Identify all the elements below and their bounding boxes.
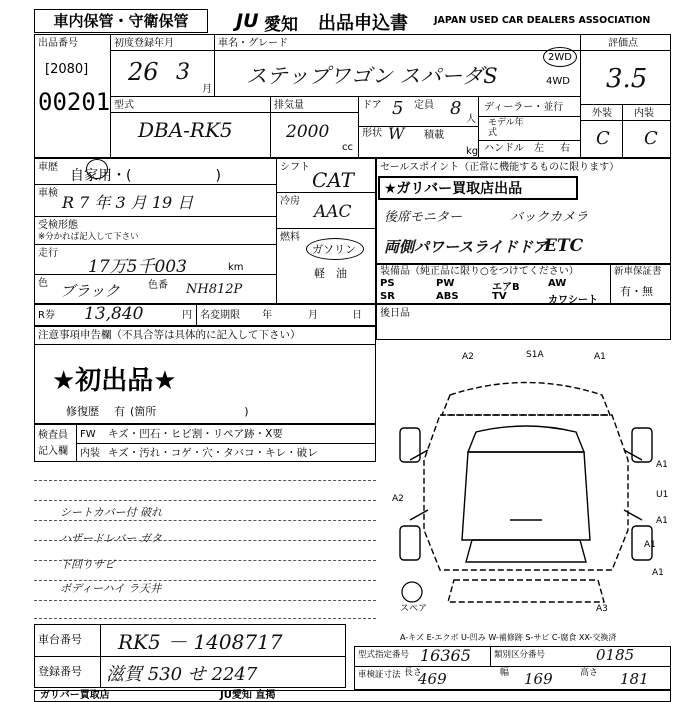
mark-front-center: S1A bbox=[526, 350, 544, 360]
footer-shop: ガリバー買取店 bbox=[40, 690, 110, 701]
name-change-label: 名変期限 bbox=[200, 310, 240, 321]
lot-number: 00201 bbox=[38, 88, 111, 116]
first-listing: ★初出品★ bbox=[52, 366, 177, 396]
selling-point-1: 後席モニター bbox=[384, 210, 463, 225]
mileage-label: 走行 bbox=[38, 248, 58, 259]
door-value: 5 bbox=[392, 98, 404, 119]
damage-diagram bbox=[380, 340, 672, 632]
remark-1: シートカバー付 破れ bbox=[60, 506, 163, 519]
interior-items: キズ・汚れ・コゲ・穴・タバコ・キレ・破レ bbox=[108, 447, 318, 459]
type-cert-label: 型式指定番号 bbox=[358, 650, 410, 660]
form-title: 出品申込書 bbox=[318, 13, 408, 34]
equipment-item: SR bbox=[380, 291, 395, 302]
inspector-label-2: 記入欄 bbox=[38, 446, 68, 457]
name-change-day: 日 bbox=[352, 310, 362, 321]
lot-bracket: [2080] bbox=[45, 62, 89, 77]
model-label: 車名・グレード bbox=[218, 38, 288, 49]
handle-label: ハンドル bbox=[484, 143, 524, 154]
registration-year: 26 bbox=[128, 58, 159, 86]
remark-2: ハザードレバー ガタ bbox=[60, 532, 162, 545]
equipment-item: カワシート bbox=[548, 295, 598, 306]
equipment-item: ABS bbox=[436, 291, 459, 302]
history-circle-mark bbox=[86, 159, 108, 179]
exterior-label: 外装 bbox=[592, 108, 612, 119]
registration-month: 3 bbox=[176, 60, 190, 85]
history-label: 車歴 bbox=[38, 162, 58, 173]
fuel-gas: ガソリン bbox=[312, 243, 356, 256]
remark-4: ボディーハイ ラ天井 bbox=[60, 582, 162, 595]
handle-right: 右 bbox=[560, 143, 570, 154]
spare-label: スペア bbox=[400, 604, 428, 614]
gulliver-stamp: ★ガリバー買取店出品 bbox=[378, 176, 578, 200]
storage-stamp: 車内保管・守衛保管 bbox=[34, 9, 208, 33]
exterior-grade: C bbox=[596, 128, 610, 149]
mark-right-5: A1 bbox=[652, 568, 664, 578]
selling-point-3: 両側パワースライドドア bbox=[384, 238, 548, 256]
recycle-value: 13,840 bbox=[84, 304, 144, 324]
ac-label: 冷房 bbox=[280, 196, 300, 207]
dealer-label: ディーラー・並行 bbox=[484, 102, 564, 113]
repair-value: 有 bbox=[114, 405, 125, 418]
name-change-month: 月 bbox=[308, 310, 318, 321]
shift-label: シフト bbox=[280, 162, 310, 173]
mark-right-2: U1 bbox=[656, 490, 669, 500]
load-unit: kg bbox=[466, 146, 479, 157]
displacement-label: 排気量 bbox=[274, 100, 304, 111]
remark-3: 下回りサビ bbox=[60, 558, 115, 571]
height-value: 181 bbox=[620, 670, 649, 688]
mileage-unit: km bbox=[228, 262, 244, 273]
size-label: 車検証寸法 bbox=[358, 670, 401, 680]
class-value: 0185 bbox=[596, 646, 635, 664]
damage-legend: A-キズ E-エクボ U-凹み W-補修跡 S-サビ C-腐食 XX-交換済 bbox=[400, 633, 617, 642]
color-value: ブラック bbox=[60, 282, 120, 300]
inspector-label-1: 検査員 bbox=[38, 430, 68, 441]
month-unit: 月 bbox=[202, 84, 212, 95]
receive-note: ※分かれば記入して下さい bbox=[38, 232, 139, 242]
selling-point-4: ETC bbox=[544, 236, 584, 256]
registration-label: 初度登録年月 bbox=[114, 38, 174, 49]
color-label: 色 bbox=[38, 278, 48, 289]
lot-label: 出品番号 bbox=[38, 38, 78, 49]
equipment-item: TV bbox=[492, 291, 507, 302]
org-name: 愛知 bbox=[264, 15, 298, 35]
shape-label: 形状 bbox=[362, 128, 382, 139]
mark-right-3: A1 bbox=[656, 516, 668, 526]
capacity-unit: 人 bbox=[466, 114, 476, 125]
later-items-box bbox=[376, 304, 671, 340]
inspection-label: 車検 bbox=[38, 188, 58, 199]
notes-label: 注意事項申告欄（不具合等は具体的に記入して下さい） bbox=[38, 329, 301, 341]
ju-logo: JU bbox=[236, 10, 259, 32]
handle-left: 左 bbox=[534, 143, 544, 154]
rating-value: 3.5 bbox=[606, 64, 648, 94]
mark-right-4: A1 bbox=[644, 540, 656, 550]
color-no-value: NH812P bbox=[186, 282, 243, 297]
plate-value: 滋賀 530 せ 2247 bbox=[106, 664, 258, 685]
equipment-item: PW bbox=[436, 278, 455, 289]
later-items-label: 後日品 bbox=[380, 308, 410, 319]
rating-label: 評価点 bbox=[608, 38, 638, 49]
interior-label: 内装 bbox=[634, 108, 654, 119]
inspection-value: R 7 年 3 月 19 日 bbox=[62, 193, 194, 212]
equipment-label: 装備品（純正品に限り○をつけてください） bbox=[380, 266, 579, 277]
length-value: 469 bbox=[418, 670, 447, 688]
fw-items: キズ・凹石・ヒビ割・リペア跡・X要 bbox=[108, 428, 283, 440]
equipment-item: AW bbox=[548, 278, 567, 289]
displacement-value: 2000 bbox=[286, 122, 330, 142]
selling-point-label: セールスポイント（正常に機能するものに限ります） bbox=[380, 162, 620, 173]
height-label: 高さ bbox=[580, 668, 599, 678]
selling-point-2: バックカメラ bbox=[510, 210, 589, 225]
drive-2wd: 2WD bbox=[543, 47, 577, 67]
mark-front-right: A1 bbox=[594, 352, 606, 362]
equipment-items bbox=[380, 278, 608, 304]
receive-label: 受検形態 bbox=[38, 220, 78, 231]
equipment-item: PS bbox=[380, 278, 395, 289]
mark-left-side: A2 bbox=[392, 494, 404, 504]
plate-label: 登録番号 bbox=[38, 665, 82, 678]
footer-org: JU愛知 直掲 bbox=[220, 690, 276, 701]
type-label: 型式 bbox=[114, 100, 134, 111]
width-label: 幅 bbox=[500, 668, 510, 678]
fuel-label: 燃料 bbox=[280, 232, 300, 243]
mark-right-1: A1 bbox=[656, 460, 668, 470]
fuel-diesel: 軽 油 bbox=[314, 267, 347, 280]
chassis-value: RK5 － 1408717 bbox=[118, 630, 283, 654]
name-change-year: 年 bbox=[262, 310, 272, 321]
load-label: 積載 bbox=[424, 130, 444, 141]
capacity-value: 8 bbox=[450, 98, 462, 119]
history-value: 自家用・( ) bbox=[70, 168, 221, 184]
recycle-unit: 円 bbox=[182, 310, 192, 321]
shift-value: CAT bbox=[312, 168, 354, 192]
width-value: 169 bbox=[524, 670, 553, 688]
association-name: JAPAN USED CAR DEALERS ASSOCIATION bbox=[434, 15, 651, 26]
mark-front-left: A2 bbox=[462, 352, 474, 362]
new-car-warranty-options: 有・無 bbox=[620, 285, 653, 298]
equipment-item: エアB bbox=[492, 282, 520, 293]
class-label: 類別区分番号 bbox=[494, 650, 546, 660]
door-label: ドア bbox=[362, 100, 382, 111]
recycle-label: R券 bbox=[38, 310, 55, 321]
model-value: ステップワゴン スパーダS bbox=[246, 64, 498, 88]
interior-grade: C bbox=[644, 128, 658, 149]
fw-label: FW bbox=[80, 429, 96, 440]
repair-label: 修復歴 bbox=[66, 405, 99, 418]
type-cert-value: 16365 bbox=[420, 646, 471, 665]
shape-value: W bbox=[388, 124, 405, 143]
mark-rear: A3 bbox=[596, 604, 608, 614]
footer-box bbox=[34, 690, 671, 702]
interior-items-label: 内装 bbox=[80, 448, 100, 459]
fuel-circle-mark bbox=[306, 238, 364, 260]
ac-value: AAC bbox=[314, 202, 352, 222]
color-no-label: 色番 bbox=[148, 280, 168, 291]
capacity-label: 定員 bbox=[414, 100, 434, 111]
length-label: 長さ bbox=[404, 668, 423, 678]
model-year-label: モデル年式 bbox=[488, 118, 524, 138]
mileage-value: 17万5千003 bbox=[88, 257, 187, 277]
repair-place: (箇所 ) bbox=[130, 405, 249, 418]
drive-4wd: 4WD bbox=[546, 76, 570, 87]
new-car-warranty-label: 新車保証書 bbox=[614, 266, 662, 277]
type-value: DBA-RK5 bbox=[138, 118, 233, 142]
displacement-unit: cc bbox=[342, 142, 353, 153]
chassis-label: 車台番号 bbox=[38, 633, 82, 646]
